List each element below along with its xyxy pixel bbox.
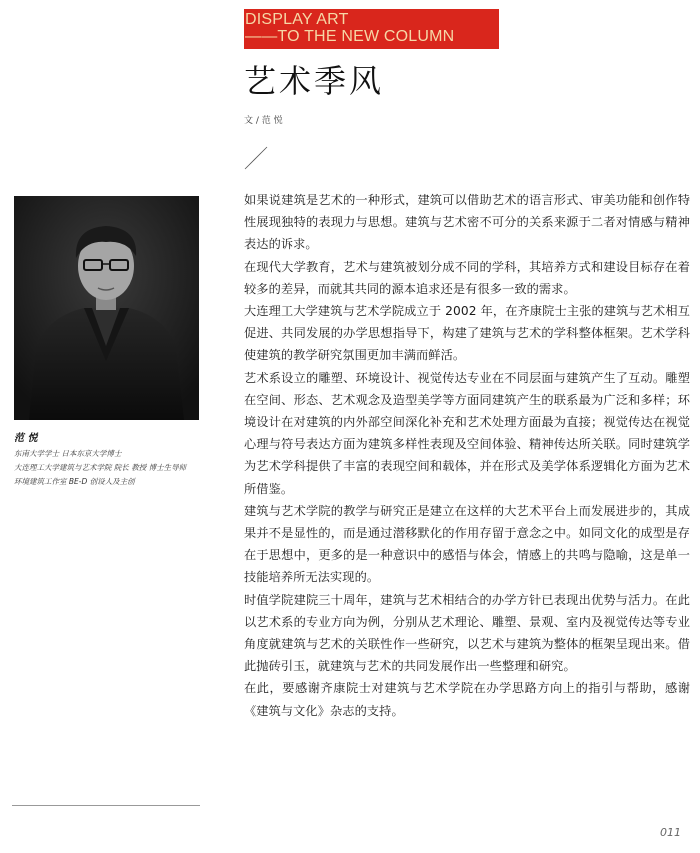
paragraph: 在现代大学教育，艺术与建筑被划分成不同的学科，其培养方式和建设目标存在着较多的差异，而就其共同的源本追求还是有很多一致的需求。 [244,259,690,296]
bio-line: 环境建筑工作室 BE-D 创设人及主创 [14,477,135,486]
paragraph: 时值学院建院三十周年，建筑与艺术相结合的办学方针已表现出优势与活力。在此以艺术系的专业方向为例，分别从艺术理论、雕塑、景观、室内及视觉传达等专业角度就建筑与艺术的关联性作一些研究，以艺术与建筑为整体的框架呈现出来。借此抛砖引玉，就建筑与艺术的共同发展作出一些整理和研究。 [244,592,690,674]
author-portrait [14,196,199,420]
page-number: 011 [660,826,681,839]
slash-divider-icon [244,146,268,170]
author-line: 文 / 范 悦 [244,116,283,126]
footer-divider [12,805,200,806]
portrait-figure-icon [14,196,199,420]
banner-line-2: ——TO THE NEW COLUMN [245,28,455,45]
author-bio [14,431,214,489]
paragraph: 在此，要感谢齐康院士对建筑与艺术学院在办学思路方向上的指引与帮助，感谢《建筑与文化》杂志的支持。 [244,681,690,718]
bio-line: 东南大学学士 日本东京大学博士 [14,449,122,458]
column-banner [244,9,499,49]
paragraph: 建筑与艺术学院的教学与研究正是建立在这样的大艺术平台上而发展进步的，其成果并不是显性的，而是通过潜移默化的作用存留于意念之中。如同文化的成型是存在于思想中，更多的是一种意识中的感悟与体会，情感上的共鸣与隐喻，这是单一技能培养所无法实现的。 [244,503,690,585]
bio-line: 大连理工大学建筑与艺术学院 院长 教授 博士生导师 [14,463,187,472]
banner-line-1: DISPLAY ART [245,11,349,28]
article-body [244,189,690,722]
bio-name: 范 悦 [14,433,38,444]
paragraph: 如果说建筑是艺术的一种形式，建筑可以借助艺术的语言形式、审美功能和创作特性展现独特的表现力与思想。建筑与艺术密不可分的关系来源于二者对情感与精神表达的诉求。 [244,193,690,252]
paragraph: 艺术系设立的雕塑、环境设计、视觉传达专业在不同层面与建筑产生了互动。雕塑在空间、形态、艺术观念及造型美学等方面同建筑产生的联系最为广泛和多样；环境设计在对建筑的内外部空间深化补充和艺术处理方面最为直接；视觉传达在视觉心理与符号表达方面为建筑多样性表现及空间体验、精神传达所关联。同时建筑学为艺术学科提供了丰富的表现空间和载体，并在形式及美学体系逻辑化方面为艺术所借鉴。 [244,370,690,496]
paragraph: 大连理工大学建筑与艺术学院成立于 2002 年，在齐康院士主张的建筑与艺术相互促进、共同发展的办学思想指导下，构建了建筑与艺术的学科整体框架。艺术学科使建筑的教学研究氛围更加丰满而鲜活。 [244,304,690,363]
article-title: 艺术季风 [244,62,385,100]
